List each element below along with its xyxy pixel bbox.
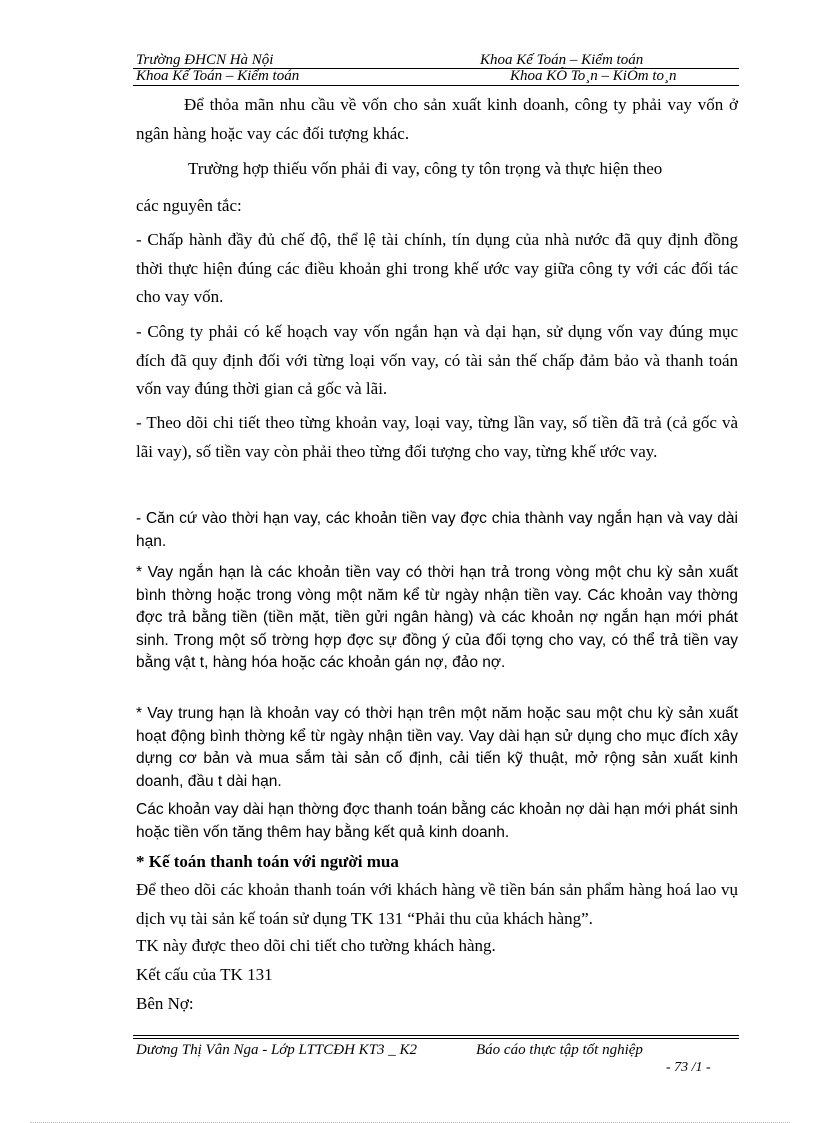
paragraph-10: Các khoản vay dài hạn thờng đợc thanh toán bằng các khoản nợ dài hạn mới phát sinh hoặc tiền vốn tăng thêm hay bằng kết quả kinh doanh. (136, 801, 738, 841)
paragraph-3: các nguyên tắc: (136, 196, 242, 215)
paragraph-2: Trường hợp thiếu vốn phải đi vay, công ty tôn trọng và thực hiện theo (188, 159, 663, 178)
paragraph-7: - Căn cứ vào thời hạn vay, các khoản tiền vay đợc chia thành vay ngắn hạn và vay dài hạn. (136, 510, 738, 550)
page-number: - 73 /1 - (666, 1060, 711, 1075)
paragraph-6: - Theo dõi chi tiết theo từng khoản vay, loại vay, từng lần vay, số tiền đã trả (cả gốc và lãi vay), số tiền vay còn phải theo từng đối tượng cho vay, từng khế ước vay. (136, 413, 738, 461)
paragraph-9: * Vay trung hạn là khoản vay có thời hạn trên một năm hoặc sau một chu kỳ sản xuất hoạt động bình thờng kể từ ngày nhận tiền vay. Vay dài hạn sử dụng cho mục đích xây dựng cơ bản và mua sắm tài sản cố định, cải tiến kỹ thuật, mở rộng sản xuất kinh doanh, đầu t dài hạn. (136, 705, 738, 790)
header-rule-bottom (133, 85, 739, 86)
paragraph-12: TK này được theo dõi chi tiết cho tường khách hàng. (136, 936, 496, 955)
footer-report-title: Báo cáo thực tập tốt nghiệp (476, 1042, 643, 1058)
header-faculty: Khoa Kế Toán – Kiểm toán (480, 52, 644, 68)
header-faculty-left: Khoa Kế Toán – Kiểm toán (136, 68, 300, 84)
paragraph-4: - Chấp hành đầy đủ chế độ, thể lệ tài chính, tín dụng của nhà nước đã quy định đồng thời thực hiện đúng các điều khoản ghi trong khế ước vay giữa công ty với các đối tác cho vay vốn. (136, 230, 738, 306)
paragraph-5: - Công ty phải có kế hoạch vay vốn ngắn hạn và dại hạn, sử dụng vốn vay đúng mục đích đã quy định đối với từng loại vốn vay, có tài sản thế chấp đảm bảo và thanh toán vốn vay đúng thời gian cả gốc và lãi. (136, 322, 738, 398)
paragraph-13: Kết cấu của TK 131 (136, 965, 273, 984)
header-school: Trường ĐHCN Hà Nội (136, 52, 274, 68)
paragraph-8: * Vay ngắn hạn là các khoản tiền vay có thời hạn trả trong vòng một chu kỳ sản xuất bình thờng hoặc trong vòng một năm kể từ ngày nhận tiền vay. Các khoản vay thờng đợc trả bằng tiền (tiền mặt, tiền gửi ngân hàng) và các khoản nợ ngắn hạn mới phát sinh. Trong một số trờng hợp đợc sự đồng ý của đối tợng cho vay, có thể trả tiền vay bằng vật t, hàng hóa hoặc các khoản gán nợ, đảo nợ. (136, 564, 738, 671)
footer-rule-top (133, 1035, 739, 1036)
footer-author: Dương Thị Vân Nga - Lớp LTTCĐH KT3 _ K2 (136, 1042, 418, 1058)
section-heading: * Kế toán thanh toán với người mua (136, 852, 399, 871)
footer-rule-bottom (133, 1038, 739, 1039)
header-faculty-garbled: Khoa KÕ To¸n – KiÓm to¸n (510, 68, 677, 84)
paragraph-14: Bên Nợ: (136, 994, 194, 1013)
paragraph-1: Để thỏa mãn nhu cầu về vốn cho sản xuất kinh doanh, công ty phải vay vốn ở ngân hàng hoặc vay các đối tượng khác. (136, 95, 738, 143)
paragraph-11: Để theo dõi các khoản thanh toán với khách hàng về tiền bán sản phẩm hàng hoá lao vụ dịch vụ tài sản kế toán sử dụng TK 131 “Phải thu của khách hàng”. (136, 880, 738, 928)
